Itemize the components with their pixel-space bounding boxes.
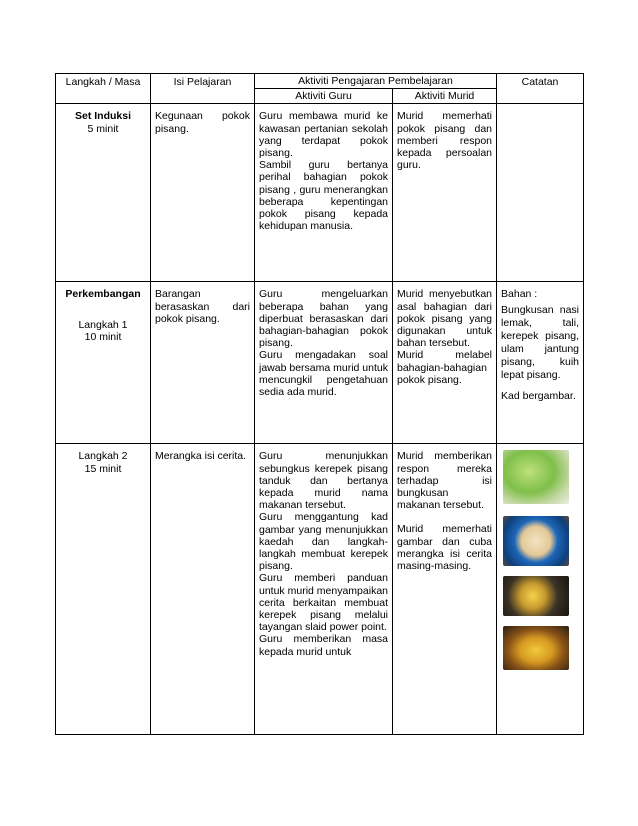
cell-catatan (497, 444, 584, 735)
cell-murid (393, 444, 497, 735)
cell-stage (56, 104, 151, 282)
murid-paragraph: Murid melabel bahagian-bahagian pokok pisang. (397, 349, 493, 386)
cell-catatan (497, 282, 584, 444)
catatan-heading: Bahan : (501, 288, 538, 301)
cell-guru (255, 444, 393, 735)
row-langkah-2 (56, 444, 584, 735)
murid-paragraph: Murid memerhati pokok pisang dan memberi respon kepada persoalan guru. (397, 110, 493, 172)
fried-banana-chips-photo (503, 626, 569, 670)
banana-bunch-photo (503, 450, 569, 504)
cell-isi: Kegunaan pokok pisang. (151, 104, 255, 282)
time-label: 15 minit (84, 462, 122, 475)
step-label: Langkah 1 (78, 318, 128, 331)
step-label: Langkah 2 (78, 450, 128, 463)
cell-isi: Merangka isi cerita. (151, 444, 255, 735)
guru-paragraph: Guru menggantung kad gambar yang menunjukkan kaedah dan langkah-langkah membuat kerepek pisang. (259, 511, 388, 573)
cell-stage (56, 444, 151, 735)
header-isi: Isi Pelajaran (151, 74, 255, 104)
header-guru: Aktiviti Guru (255, 89, 393, 104)
guru-paragraph: Guru mengadakan soal jawab bersama murid untuk mencungkil pengetahuan sedia ada murid. (259, 349, 388, 399)
time-label: 5 minit (87, 122, 119, 135)
guru-paragraph: Guru mengeluarkan beberapa bahan yang diperbuat berasaskan dari bahagian-bahagian pokok pisang. (259, 288, 388, 350)
guru-paragraph: Sambil guru bertanya perihal bahagian pokok pisang , guru menerangkan beberapa kepentingan pokok pisang kepada kehidupan manusia. (259, 159, 388, 233)
header-langkah: Langkah / Masa (56, 74, 151, 104)
time-label: 10 minit (84, 330, 122, 343)
catatan-materials: Bungkusan nasi lemak, tali, kerepek pisang, ulam jantung pisang, kuih lepat pisang. (501, 304, 580, 382)
murid-paragraph: Murid menyebutkan asal bahagian dari pokok pisang yang digunakan untuk bahan tersebut. (397, 288, 493, 350)
guru-paragraph: Guru memberi panduan untuk murid menyampaikan cerita berkaitan membuat kerepek pisang melalui tayangan slaid power point. (259, 572, 388, 634)
frying-banana-photo (503, 576, 569, 616)
guru-paragraph: Guru menunjukkan sebungkus kerepek pisang tanduk dan bertanya kepada murid nama makanan tersebut. (259, 450, 388, 512)
header-row (56, 74, 584, 89)
stage-label: Set Induksi (74, 110, 131, 123)
guru-paragraph: Guru memberikan masa kepada murid untuk (259, 633, 388, 658)
cell-murid (393, 104, 497, 282)
cell-guru (255, 104, 393, 282)
cell-stage (56, 282, 151, 444)
lesson-plan-table (55, 73, 584, 735)
cell-catatan (497, 104, 584, 282)
catatan-cards: Kad bergambar. (501, 390, 576, 403)
guru-paragraph: Guru membawa murid ke kawasan pertanian sekolah yang terdapat pokok pisang. (259, 110, 388, 160)
cell-isi: Barangan berasaskan dari pokok pisang. (151, 282, 255, 444)
banana-chips-bowl-photo (503, 516, 569, 566)
row-perkembangan (56, 282, 584, 444)
header-murid: Aktiviti Murid (393, 89, 497, 104)
murid-paragraph: Murid memerhati gambar dan cuba merangka isi cerita masing-masing. (397, 523, 493, 573)
cell-murid (393, 282, 497, 444)
cell-guru (255, 282, 393, 444)
header-catatan: Catatan (497, 74, 584, 104)
stage-label: Perkembangan (65, 288, 141, 301)
header-aktiviti: Aktiviti Pengajaran Pembelajaran (255, 74, 497, 89)
murid-paragraph: Murid memberikan respon mereka terhadap isi bungkusan makanan tersebut. (397, 450, 493, 512)
row-set-induksi (56, 104, 584, 282)
